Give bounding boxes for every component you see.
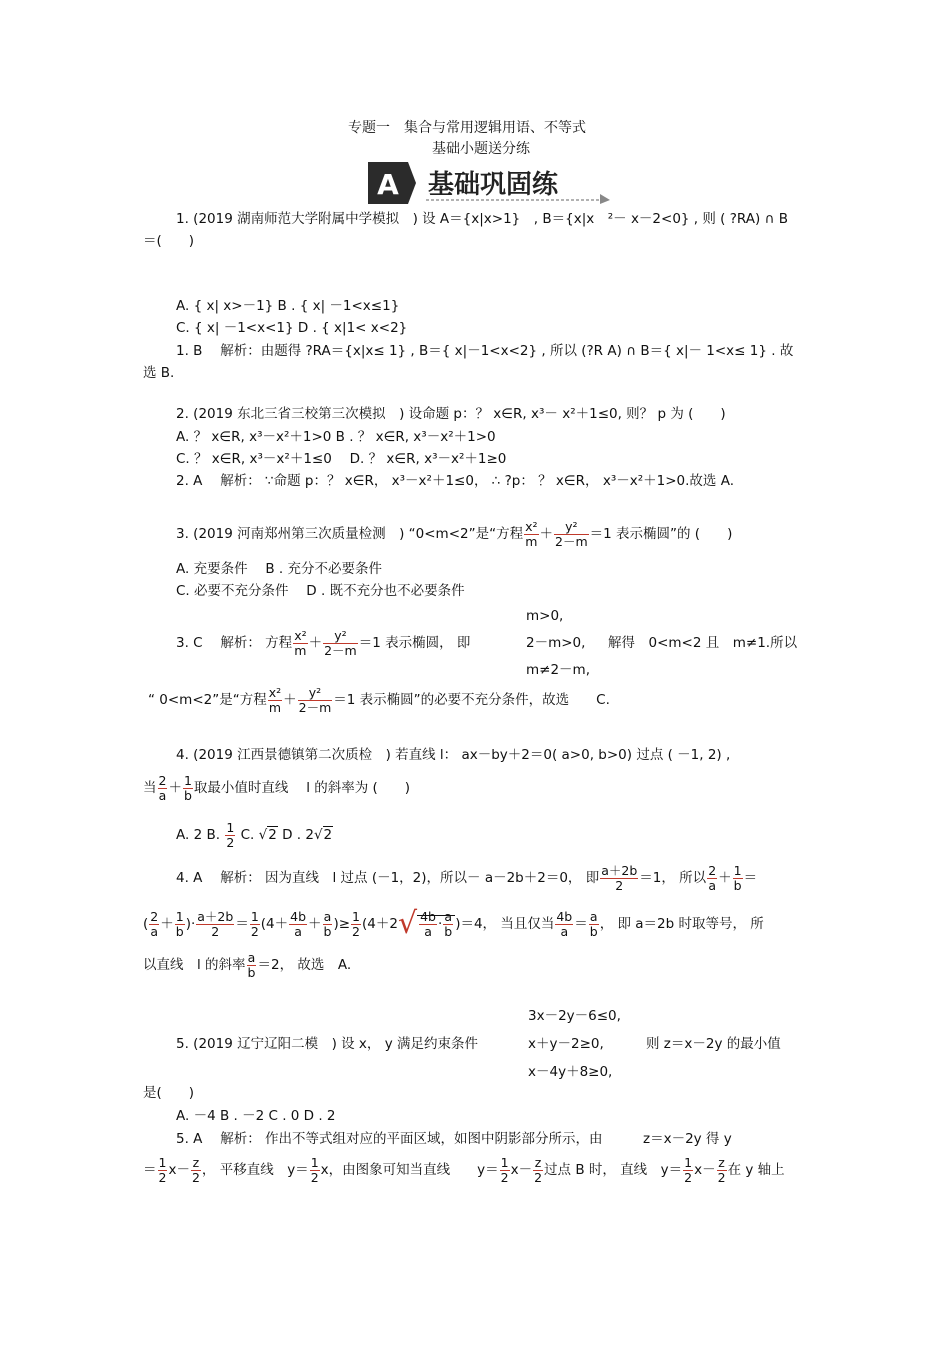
q5-stem: 5. (2019 辽宁辽阳二模 ) 设 x， y 满足约束条件	[176, 1036, 478, 1052]
banner-text: 基础巩固练	[428, 170, 559, 200]
q4-answer-cont: ( $\frac{2}{a}$ ＋ $\frac{1}{b}$ )· $\frac{a+2b}{2}$ ＝ $\frac{1}{2}$ (4＋ $\frac{4b}{a}$ ＋ $\frac{a}{b}$ )≥ $\frac{1}{2}$ (4＋2√ $\frac{4b}{a}$ · $\frac{a}{b}$ )＝4， 当且仅当 $\frac{4b}{a}$ ＝ $\frac{a}{b}$ ， 即 a＝2b 时取等号， 所	[143, 906, 764, 941]
q4-options: A. 2 B. $\frac{1}{2}$ C. √2 D . 2√2	[176, 819, 333, 850]
fraction: $\frac{\text{y²}}{2-m}$	[555, 518, 588, 549]
fraction: $\frac{4b}{a}$	[420, 908, 436, 939]
fraction: $\frac{1}{2}$	[684, 1154, 693, 1185]
q3-options-ab: A. 充要条件 B . 充分不必要条件	[176, 561, 383, 577]
fraction: $\frac{z}{2}$	[717, 1154, 726, 1185]
banner-letter: A	[377, 168, 399, 201]
section-banner	[368, 162, 613, 204]
q3-stem-text: 3. (2019 河南郑州第三次质量检测 ) “0<m<2”是“方程	[176, 526, 524, 542]
fraction: $\frac{1}{2}$	[158, 1154, 167, 1185]
q3-answer-result: 解得 0<m<2 且 m≠1.所以	[608, 635, 798, 651]
fraction: $\frac{a}{b}$	[247, 949, 256, 980]
q1-stem: 1. (2019 湖南师范大学附属中学模拟 ) 设 A＝{x|x>1} , B＝{x|x ²－ x－2<0} , 则 ( ?RA) ∩ B	[176, 211, 788, 227]
fraction: $\frac{2}{a}$	[158, 772, 167, 803]
q3-stem-text-end: ＝1 表示椭圆”的 ( )	[589, 526, 733, 542]
fraction: $\frac{1}{2}$	[250, 908, 259, 939]
q4-stem-cont: 当 $\frac{2}{a}$ ＋ $\frac{1}{b}$ 取最小值时直线 l 的斜率为 ( )	[143, 772, 411, 803]
q3-answer: 3. C 解析： 方程 $\frac{\text{x²}}{m}$ ＋ $\frac{\text{y²}}{2-m}$ ＝1 表示椭圆， 即	[176, 627, 471, 658]
fraction: $\frac{\text{x²}}{m}$	[525, 518, 538, 549]
page-title: 专题一 集合与常用逻辑用语、不等式	[348, 120, 586, 136]
fraction: $\frac{1}{b}$	[175, 908, 184, 939]
fraction: $\frac{4b}{a}$	[556, 908, 573, 939]
q4-answer-end: 以直线 l 的斜率 $\frac{a}{b}$ ＝2， 故选 A.	[143, 949, 352, 980]
fraction: $\frac{\text{y²}}{2-m}$	[324, 627, 357, 658]
fraction: $\frac{4b}{a}$	[290, 908, 307, 939]
q3-answer-cont: “ 0<m<2”是“方程 $\frac{\text{x²}}{m}$ ＋ $\frac{\text{y²}}{2-m}$ ＝1 表示椭圆”的必要不充分条件，故选 C.	[148, 684, 610, 715]
fraction: $\frac{a}{b}$	[444, 908, 453, 939]
fraction: $\frac{1}{2}$	[352, 908, 360, 939]
fraction: $\frac{z}{2}$	[534, 1154, 543, 1185]
fraction: $\frac{1}{2}$	[226, 819, 235, 850]
q4-stem: 4. (2019 江西景德镇第二次质检 ) 若直线 l： ax－by＋2＝0( a>0, b>0) 过点 ( －1, 2) ,	[176, 747, 731, 763]
q1-options-cd: C. { x| －1<x<1} D . { x|1< x<2}	[176, 320, 408, 336]
fraction: $\frac{1}{b}$	[183, 772, 192, 803]
q1-answer: 1. B 解析：由题得 ?RA＝{x|x≤ 1} , B＝{ x|－1<x<2} , 所以 (?R A) ∩ B＝{ x|－ 1<x≤ 1} . 故	[176, 343, 794, 359]
q5-answer-cont: ＝ $\frac{1}{2}$ x－ $\frac{z}{2}$ ， 平移直线 y＝ $\frac{1}{2}$ x，由图象可知当直线 y＝ $\frac{1}{2}$ x－ $\frac{z}{2}$ 过点 B 时， 直线 y＝ $\frac{1}{2}$ x－ $\frac{z}{2}$ 在 y 轴上	[143, 1154, 785, 1185]
fraction: $\frac{2}{a}$	[150, 908, 159, 939]
fraction: $\frac{a+2b}{2}$	[601, 862, 638, 893]
q2-stem: 2. (2019 东北三省三校第三次模拟 ) 设命题 p：？ x∈R, x³－ x²＋1≤0, 则？ p 为 ( )	[176, 406, 726, 422]
fraction: $\frac{a}{b}$	[323, 908, 332, 939]
q5-system-2: x＋y－2≥0,	[528, 1036, 604, 1052]
q2-options-ab: A. ？ x∈R, x³－x²＋1>0 B . ？ x∈R, x³－x²＋1>0	[176, 429, 496, 445]
q5-stem-end: 是( )	[143, 1085, 195, 1101]
q5-answer: 5. A 解析： 作出不等式组对应的平面区域，如图中阴影部分所示，由 z＝x－2y 得 y	[176, 1131, 732, 1147]
q1-stem-cont: ＝( )	[143, 233, 195, 249]
q2-options-cd: C. ？ x∈R, x³－x²＋1≤0 D. ？ x∈R, x³－x²＋1≥0	[176, 451, 507, 467]
q1-answer-cont: 选 B.	[143, 365, 175, 381]
q3-system-1: m>0,	[526, 608, 564, 624]
fraction: $\frac{1}{2}$	[310, 1154, 319, 1185]
fraction: $\frac{2}{a}$	[708, 862, 717, 893]
fraction: $\frac{a+2b}{2}$	[197, 908, 234, 939]
fraction: $\frac{z}{2}$	[191, 1154, 200, 1185]
q3-options-cd: C. 必要不充分条件 D . 既不充分也不必要条件	[176, 583, 465, 599]
fraction: $\frac{\text{x²}}{m}$	[294, 627, 307, 658]
q5-system-1: 3x－2y－6≤0,	[528, 1008, 621, 1024]
q5-system-3: x－4y＋8≥0,	[528, 1064, 613, 1080]
q3-system-3: m≠2－m,	[526, 662, 590, 678]
q2-answer: 2. A 解析： ∵命题 p：？ x∈R， x³－x²＋1≤0， ∴ ?p： ？ x∈R， x³－x²＋1>0.故选 A.	[176, 473, 735, 489]
q5-stem-cont: 则 z＝x－2y 的最小值	[646, 1036, 781, 1052]
page-subtitle: 基础小题送分练	[432, 141, 530, 157]
fraction: $\frac{\text{y²}}{2-m}$	[298, 684, 332, 715]
fraction: $\frac{a}{b}$	[589, 908, 598, 939]
q3-system-2: 2－m>0,	[526, 635, 586, 651]
fraction: $\frac{1}{b}$	[733, 862, 742, 893]
sqrt-sign: √	[397, 906, 418, 941]
q4-answer: 4. A 解析： 因为直线 l 过点 (－1，2)，所以－ a－2b＋2＝0， 即 $\frac{a+2b}{2}$ ＝1， 所以 $\frac{2}{a}$ ＋ $\frac{1}{b}$ ＝	[176, 862, 758, 893]
fraction: $\frac{\text{x²}}{m}$	[268, 684, 282, 715]
q1-options-ab: A. { x| x>－1} B . { x| －1<x≤1}	[176, 298, 400, 314]
fraction: $\frac{1}{2}$	[500, 1154, 509, 1185]
q5-options: A. －4 B . －2 C . 0 D . 2	[176, 1108, 336, 1124]
q3-stem: 3. (2019 河南郑州第三次质量检测 ) “0<m<2”是“方程 $\frac{\text{x²}}{m}$ ＋ $\frac{\text{y²}}{2-m}$ ＝1 表示椭圆”的 ( )	[176, 518, 733, 549]
